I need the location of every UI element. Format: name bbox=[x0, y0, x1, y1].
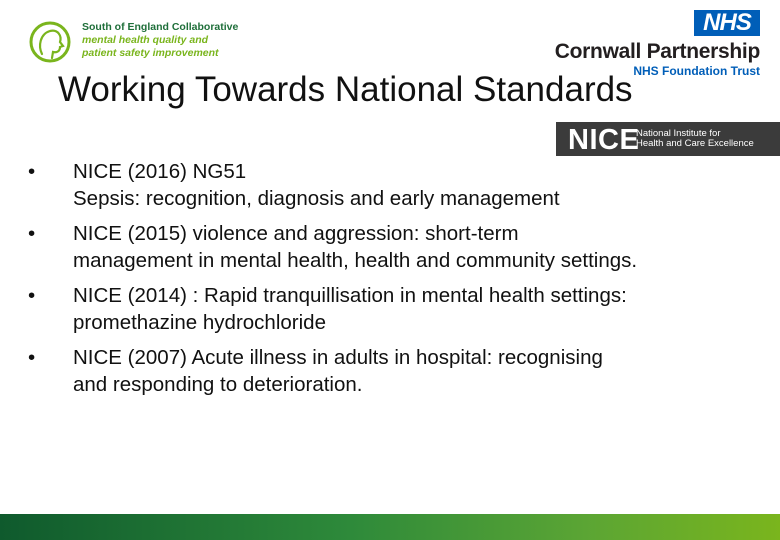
trust-name: Cornwall Partnership bbox=[554, 40, 760, 63]
footer-gradient-bar bbox=[0, 514, 780, 540]
bullet-line-2: Sepsis: recognition, diagnosis and early management bbox=[73, 187, 560, 210]
nice-wordmark: NICE bbox=[568, 124, 640, 156]
trust-type: NHS Foundation Trust bbox=[633, 64, 760, 78]
nice-subtitle-line-1: National Institute for bbox=[636, 128, 721, 139]
bullet-line-1: NICE (2007) Acute illness in adults in hospital: recognising bbox=[73, 346, 603, 369]
nice-logo bbox=[556, 122, 780, 156]
bullet-dot: • bbox=[28, 284, 36, 307]
nice-subtitle bbox=[636, 129, 754, 149]
nice-subtitle-line-2: Health and Care Excellence bbox=[636, 138, 754, 149]
bullet-item bbox=[28, 220, 758, 274]
bullet-line-2: promethazine hydrochloride bbox=[73, 311, 326, 334]
nhs-badge: NHS bbox=[694, 10, 760, 36]
slide-title: Working Towards National Standards bbox=[58, 70, 633, 109]
bullet-dot: • bbox=[28, 222, 36, 245]
bullet-line-2: management in mental health, health and community settings. bbox=[73, 249, 638, 272]
collaborative-logo bbox=[28, 18, 248, 68]
bullet-dot: • bbox=[28, 346, 36, 369]
collab-line-3: patient safety improvement bbox=[82, 47, 219, 59]
head-profile-icon bbox=[28, 18, 76, 66]
bullet-line-2: and responding to deterioration. bbox=[73, 373, 363, 396]
bullet-list bbox=[28, 158, 758, 406]
bullet-item bbox=[28, 158, 758, 212]
collab-line-2: mental health quality and bbox=[82, 34, 209, 46]
bullet-line-1: NICE (2015) violence and aggression: short-term bbox=[73, 222, 519, 245]
bullet-line-1: NICE (2016) NG51 bbox=[73, 160, 247, 183]
bullet-item bbox=[28, 282, 758, 336]
nhs-trust-logo bbox=[550, 10, 760, 76]
bullet-item bbox=[28, 344, 758, 398]
bullet-dot: • bbox=[28, 160, 36, 183]
bullet-line-1: NICE (2014) : Rapid tranquillisation in mental health settings: bbox=[73, 284, 627, 307]
collab-line-1: South of England Collaborative bbox=[82, 21, 239, 33]
